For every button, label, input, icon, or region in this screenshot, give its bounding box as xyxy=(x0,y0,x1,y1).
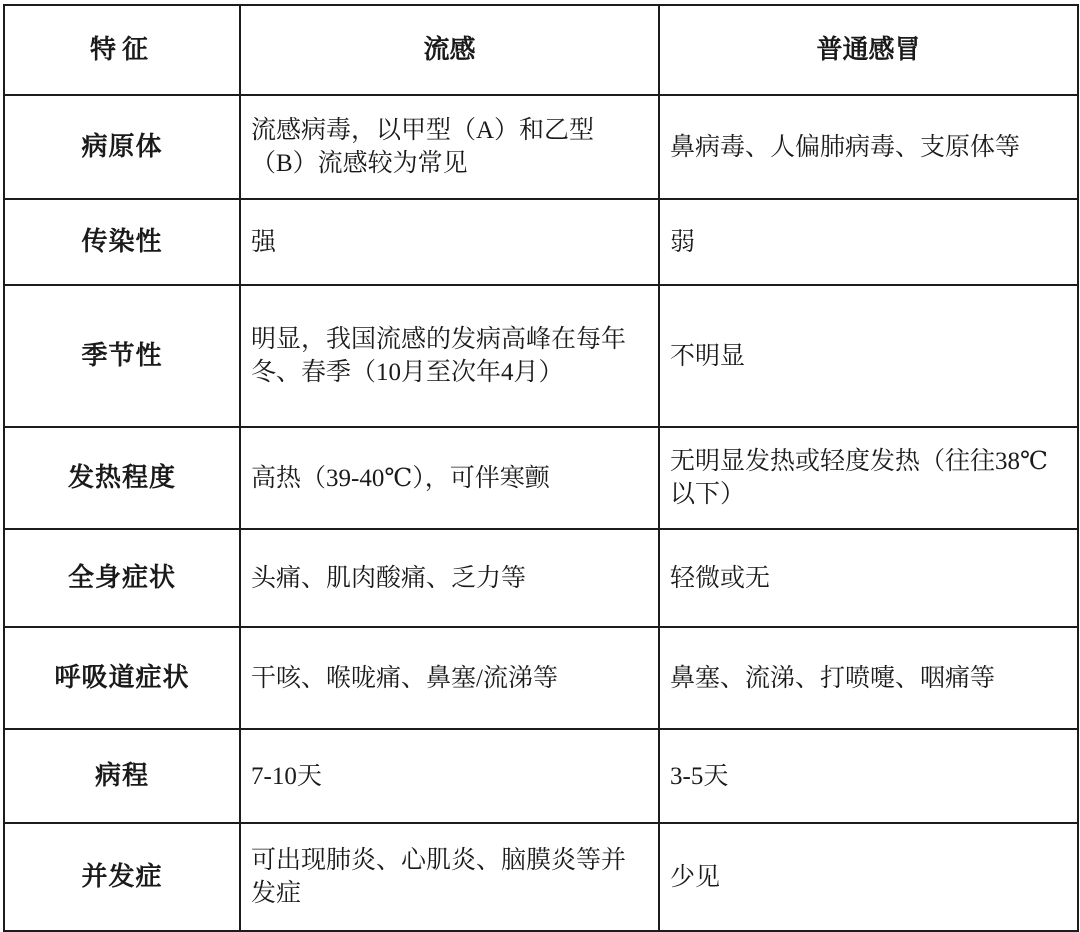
cell-text: 3-5天 xyxy=(670,762,729,790)
cell-disease-course-influenza xyxy=(240,729,659,823)
cell-complications-common-cold xyxy=(659,823,1078,931)
row-header-disease-course: 病程 xyxy=(4,729,240,823)
cell-respiratory-symptoms-common-cold xyxy=(659,627,1078,729)
cell-systemic-symptoms-influenza xyxy=(240,529,659,627)
table-header-row xyxy=(4,5,1078,95)
cell-pathogen-common-cold xyxy=(659,95,1078,199)
row-header-fever-degree: 发热程度 xyxy=(4,427,240,529)
cell-pathogen-influenza xyxy=(240,95,659,199)
row-header-systemic-symptoms: 全身症状 xyxy=(4,529,240,627)
table-row xyxy=(4,95,1078,199)
cell-text: 强 xyxy=(251,228,277,256)
document-page xyxy=(0,4,1080,907)
cell-text: 无明显发热或轻度发热（往往38℃以下） xyxy=(670,448,1048,508)
cell-text: 鼻病毒、人偏肺病毒、支原体等 xyxy=(670,133,1021,161)
cell-text: 弱 xyxy=(670,228,696,256)
cell-text: 轻微或无 xyxy=(670,564,771,592)
cell-systemic-symptoms-common-cold xyxy=(659,529,1078,627)
row-header-contagiousness: 传染性 xyxy=(4,199,240,285)
flu-vs-cold-comparison-table xyxy=(3,4,1079,932)
cell-text: 少见 xyxy=(670,863,721,891)
table-row xyxy=(4,427,1078,529)
row-header-seasonality: 季节性 xyxy=(4,285,240,427)
cell-fever-degree-common-cold xyxy=(659,427,1078,529)
table-row xyxy=(4,729,1078,823)
row-header-pathogen: 病原体 xyxy=(4,95,240,199)
cell-text: 鼻塞、流涕、打喷嚏、咽痛等 xyxy=(670,664,996,692)
cell-fever-degree-influenza xyxy=(240,427,659,529)
cell-text: 头痛、肌肉酸痛、乏力等 xyxy=(251,564,527,592)
cell-text: 不明显 xyxy=(670,342,746,370)
cell-text: 流感病毒，以甲型（A）和乙型（B）流感较为常见 xyxy=(251,117,595,177)
column-header-feature: 特征 xyxy=(4,5,240,95)
cell-seasonality-influenza xyxy=(240,285,659,427)
table-row xyxy=(4,199,1078,285)
table-header xyxy=(4,5,1078,95)
table-row xyxy=(4,823,1078,931)
table-body xyxy=(4,95,1078,931)
column-header-influenza: 流感 xyxy=(240,5,659,95)
cell-text: 干咳、喉咙痛、鼻塞/流涕等 xyxy=(251,664,558,692)
cell-contagiousness-influenza xyxy=(240,199,659,285)
cell-respiratory-symptoms-influenza xyxy=(240,627,659,729)
row-header-complications: 并发症 xyxy=(4,823,240,931)
column-header-common-cold: 普通感冒 xyxy=(659,5,1078,95)
cell-seasonality-common-cold xyxy=(659,285,1078,427)
table-row xyxy=(4,529,1078,627)
row-header-respiratory-symptoms: 呼吸道症状 xyxy=(4,627,240,729)
table-row xyxy=(4,285,1078,427)
cell-complications-influenza xyxy=(240,823,659,931)
cell-text: 明显，我国流感的发病高峰在每年冬、春季（10月至次年4月） xyxy=(251,326,627,386)
table-row xyxy=(4,627,1078,729)
cell-contagiousness-common-cold xyxy=(659,199,1078,285)
cell-text: 7-10天 xyxy=(251,762,322,790)
cell-text: 可出现肺炎、心肌炎、脑膜炎等并发症 xyxy=(251,847,627,907)
cell-text: 高热（39-40℃），可伴寒颤 xyxy=(251,464,550,492)
cell-disease-course-common-cold xyxy=(659,729,1078,823)
